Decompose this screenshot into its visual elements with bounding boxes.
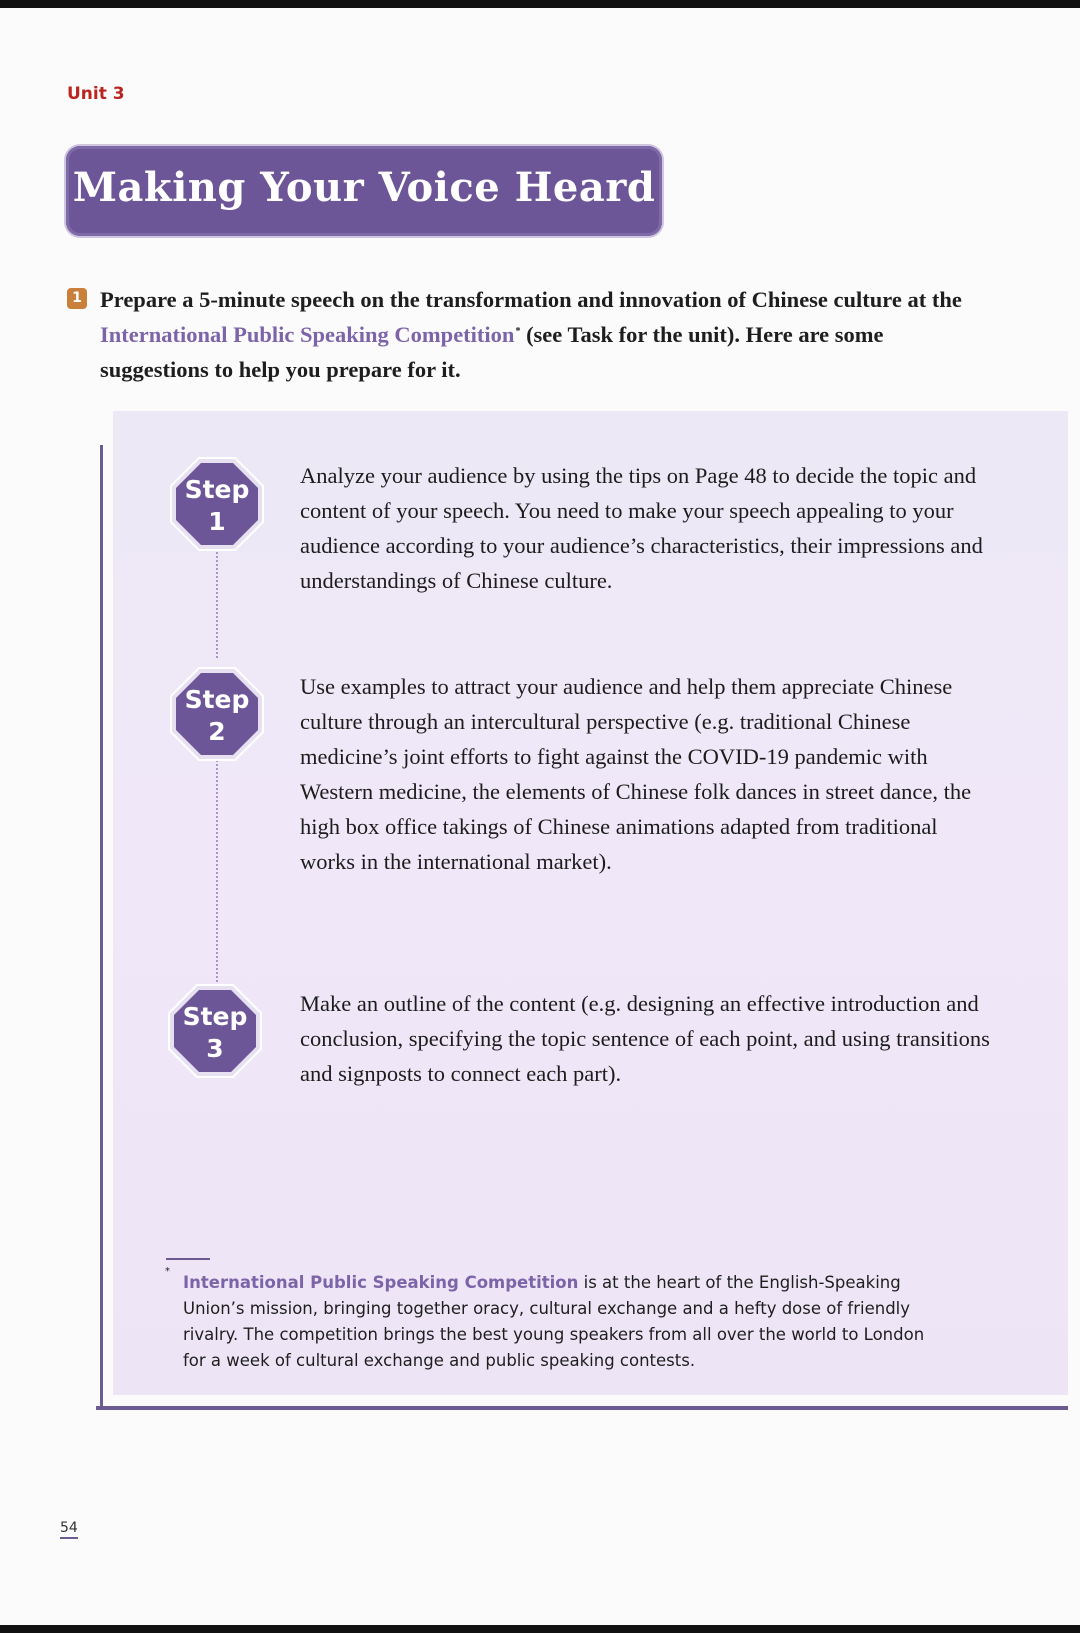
unit-label: Unit 3: [67, 84, 125, 104]
step-3-word: Step: [182, 1002, 248, 1031]
footnote-text: is at the heart of the English-Speaking Union’s mission, bringing together oracy, cultural exchange and a hefty dose of friendly rivalry. The competition brings the best young speakers from all over the world to London for a week of cultural exchange and public speaking contests.: [183, 1273, 925, 1370]
step-connector-1: [216, 548, 218, 658]
footnote: [183, 1270, 943, 1374]
step-1-number: 1: [208, 507, 226, 536]
step-2-text: Use examples to attract your audience and help them appreciate Chinese culture through an intercultural perspective (e.g. traditional Chinese medicine’s joint efforts to fight against the COVID-19 pandemic with Western medicine, the elements of Chinese folk dances in street dance, the high box office takings of Chinese animations adapted from traditional works in the international market).: [300, 674, 972, 874]
step-3-label: [167, 1001, 263, 1065]
question-highlight: International Public Speaking Competition: [100, 322, 515, 347]
textbook-page: [0, 8, 1080, 1625]
step-1-label: [169, 474, 265, 538]
question-text: [100, 282, 990, 387]
step-connector-2: [216, 760, 218, 982]
footnote-marker: *: [515, 326, 521, 337]
step-2-number: 2: [208, 717, 226, 746]
step-3-text: Make an outline of the content (e.g. designing an effective introduction and conclusion, specifying the topic sentence of each point, and using transitions and signposts to connect each part).: [300, 991, 990, 1086]
panel-left-rule: [100, 445, 103, 1409]
step-1-text: Analyze your audience by using the tips on Page 48 to decide the topic and content of your speech. You need to make your speech appealing to your audience according to your audience’s characteristics, their impressions and understandings of Chinese culture.: [300, 463, 983, 593]
page-number: 54: [60, 1520, 78, 1539]
footnote-star: *: [165, 1266, 170, 1277]
footnote-rule: [166, 1258, 210, 1260]
step-3-number: 3: [206, 1034, 224, 1063]
question-number-badge: 1: [67, 288, 87, 309]
step-2-badge: [169, 666, 265, 762]
step-2-word: Step: [184, 685, 250, 714]
question-text-after: (see Task for the unit). Here are some suggestions to help you prepare for it.: [100, 322, 884, 382]
step-3-badge: [167, 983, 263, 1079]
step-1-word: Step: [184, 475, 250, 504]
question-text-before: Prepare a 5-minute speech on the transformation and innovation of Chinese culture at the: [100, 287, 962, 312]
page-title: Making Your Voice Heard: [72, 164, 656, 211]
step-2-label: [169, 684, 265, 748]
footnote-highlight: International Public Speaking Competition: [183, 1273, 579, 1292]
step-1-badge: [169, 456, 265, 552]
panel-bottom-rule: [96, 1406, 1068, 1410]
title-banner: [66, 146, 662, 236]
